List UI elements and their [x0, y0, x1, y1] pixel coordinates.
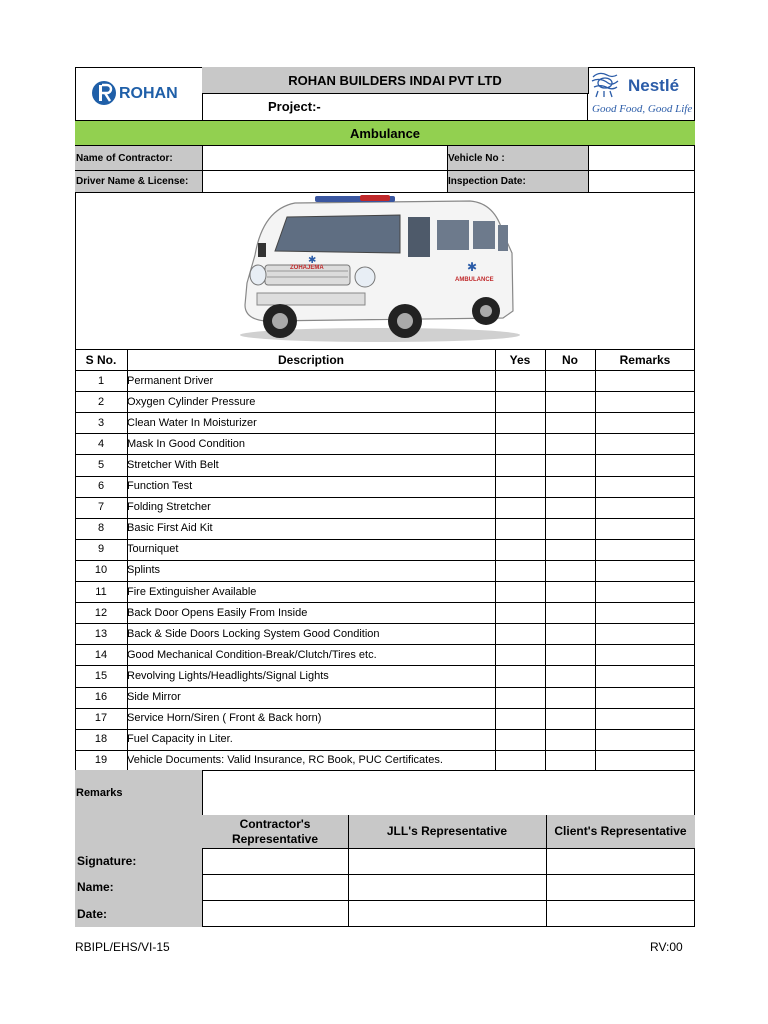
no-cell[interactable] — [545, 433, 595, 454]
doc-code: RBIPL/EHS/VI-15 — [75, 940, 170, 954]
yes-cell[interactable] — [495, 623, 545, 644]
remarks-cell[interactable] — [595, 644, 695, 665]
name-label: Name: — [75, 874, 202, 900]
remarks-cell[interactable] — [595, 623, 695, 644]
remarks-cell[interactable] — [595, 539, 695, 560]
no-cell[interactable] — [545, 729, 595, 750]
no-cell[interactable] — [545, 623, 595, 644]
row-description: Good Mechanical Condition-Break/Clutch/Tires etc. — [127, 648, 377, 661]
yes-cell[interactable] — [495, 370, 545, 391]
row-description: Splints — [127, 564, 161, 577]
yes-cell[interactable] — [495, 476, 545, 497]
contractor-rep-header: Contractor's Representative — [202, 815, 348, 848]
remarks-cell[interactable] — [595, 370, 695, 391]
no-cell[interactable] — [545, 539, 595, 560]
row-description: Fire Extinguisher Available — [127, 585, 257, 598]
no-cell[interactable] — [545, 687, 595, 708]
yes-cell[interactable] — [495, 433, 545, 454]
remarks-cell[interactable] — [595, 454, 695, 475]
vehicle-no-field[interactable] — [588, 146, 695, 170]
row-description: Back Door Opens Easily From Inside — [127, 606, 308, 619]
remarks-cell[interactable] — [595, 412, 695, 433]
remarks-cell[interactable] — [595, 687, 695, 708]
row-description: Tourniquet — [127, 543, 179, 556]
row-description: Fuel Capacity in Liter. — [127, 733, 233, 746]
no-cell[interactable] — [545, 665, 595, 686]
svg-text:AMBULANCE: AMBULANCE — [455, 277, 494, 283]
ambulance-van-icon — [75, 193, 695, 349]
row-number: 13 — [94, 627, 108, 640]
row-number: 9 — [97, 543, 105, 556]
inspection-date-label: Inspection Date: — [447, 170, 588, 192]
row-number: 12 — [94, 606, 108, 619]
col-remarks: Remarks — [619, 353, 671, 367]
ambulance-image — [75, 193, 695, 349]
rohan-logo — [75, 67, 203, 120]
no-cell[interactable] — [545, 454, 595, 475]
row-description: Oxygen Cylinder Pressure — [127, 395, 256, 408]
signature-label: Signature: — [75, 848, 202, 874]
row-number: 6 — [97, 480, 105, 493]
row-description: Service Horn/Siren ( Front & Back horn) — [127, 712, 322, 725]
yes-cell[interactable] — [495, 581, 545, 602]
row-number: 17 — [94, 712, 108, 725]
no-cell[interactable] — [545, 518, 595, 539]
remarks-cell[interactable] — [595, 497, 695, 518]
svg-text:ROHAN: ROHAN — [119, 85, 178, 102]
no-cell[interactable] — [545, 412, 595, 433]
svg-text:✱: ✱ — [467, 260, 478, 274]
row-description: Vehicle Documents: Valid Insurance, RC Book, PUC Certificates. — [127, 754, 443, 767]
contractor-label: Name of Contractor: — [75, 146, 202, 170]
yes-cell[interactable] — [495, 708, 545, 729]
no-cell[interactable] — [545, 497, 595, 518]
client-rep-header: Client's Representative — [546, 815, 695, 848]
svg-text:ZOHAJEMA: ZOHAJEMA — [290, 265, 324, 271]
col-yes: Yes — [509, 353, 531, 367]
col-description: Description — [277, 353, 344, 367]
yes-cell[interactable] — [495, 644, 545, 665]
row-description: Permanent Driver — [127, 374, 214, 387]
yes-cell[interactable] — [495, 687, 545, 708]
row-number: 10 — [94, 564, 108, 577]
row-description: Stretcher With Belt — [127, 458, 219, 471]
contractor-field[interactable] — [202, 146, 447, 170]
svg-text:✱: ✱ — [308, 255, 317, 266]
vehicle-no-label: Vehicle No : — [447, 146, 588, 170]
no-cell[interactable] — [545, 750, 595, 771]
yes-cell[interactable] — [495, 750, 545, 771]
remarks-cell[interactable] — [595, 729, 695, 750]
no-cell[interactable] — [545, 476, 595, 497]
no-cell[interactable] — [545, 602, 595, 623]
row-number: 15 — [94, 669, 108, 682]
row-number: 16 — [94, 691, 108, 704]
row-number: 14 — [94, 648, 108, 661]
row-number: 3 — [97, 416, 105, 429]
jll-rep-header: JLL's Representative — [348, 815, 546, 848]
driver-label: Driver Name & License: — [75, 170, 202, 192]
remarks-label: Remarks — [75, 770, 202, 815]
remarks-cell[interactable] — [595, 665, 695, 686]
remarks-cell[interactable] — [595, 708, 695, 729]
yes-cell[interactable] — [495, 560, 545, 581]
remarks-cell[interactable] — [595, 750, 695, 771]
row-number: 1 — [97, 374, 105, 387]
company-name: ROHAN BUILDERS INDAI PVT LTD — [202, 67, 589, 94]
remarks-cell[interactable] — [595, 518, 695, 539]
no-cell[interactable] — [545, 560, 595, 581]
remarks-cell[interactable] — [595, 581, 695, 602]
yes-cell[interactable] — [495, 539, 545, 560]
driver-field[interactable] — [202, 170, 447, 192]
row-description: Clean Water In Moisturizer — [127, 416, 257, 429]
remarks-field[interactable] — [202, 770, 695, 815]
no-cell[interactable] — [545, 581, 595, 602]
project-label: Project:- — [202, 93, 588, 120]
row-number: 18 — [94, 733, 108, 746]
svg-text:Good Food, Good Life: Good Food, Good Life — [592, 103, 693, 115]
row-description: Revolving Lights/Headlights/Signal Lights — [127, 669, 329, 682]
row-description: Back & Side Doors Locking System Good Condition — [127, 627, 380, 640]
remarks-cell[interactable] — [595, 391, 695, 412]
no-cell[interactable] — [545, 708, 595, 729]
row-description: Basic First Aid Kit — [127, 522, 213, 535]
row-number: 11 — [95, 585, 107, 598]
row-number: 7 — [97, 501, 105, 514]
nestle-logo-icon — [588, 67, 695, 120]
row-description: Mask In Good Condition — [127, 437, 246, 450]
row-number: 4 — [97, 437, 105, 450]
svg-text:Nestlé: Nestlé — [628, 76, 680, 95]
yes-cell[interactable] — [495, 454, 545, 475]
yes-cell[interactable] — [495, 412, 545, 433]
yes-cell[interactable] — [495, 391, 545, 412]
remarks-cell[interactable] — [595, 476, 695, 497]
date-label: Date: — [75, 900, 202, 927]
remarks-cell[interactable] — [595, 560, 695, 581]
no-cell[interactable] — [545, 391, 595, 412]
no-cell[interactable] — [545, 644, 595, 665]
row-description: Side Mirror — [127, 691, 181, 704]
row-number: 2 — [97, 395, 105, 408]
remarks-cell[interactable] — [595, 433, 695, 454]
yes-cell[interactable] — [495, 729, 545, 750]
yes-cell[interactable] — [495, 602, 545, 623]
row-number: 5 — [97, 458, 105, 471]
row-description: Function Test — [127, 480, 193, 493]
yes-cell[interactable] — [495, 497, 545, 518]
no-cell[interactable] — [545, 370, 595, 391]
col-sno: S No. — [85, 353, 117, 367]
rohan-logo-icon — [75, 67, 202, 120]
inspection-date-field[interactable] — [588, 170, 695, 192]
row-description: Folding Stretcher — [127, 501, 211, 514]
yes-cell[interactable] — [495, 665, 545, 686]
col-no: No — [562, 353, 578, 367]
row-number: 19 — [94, 754, 108, 767]
yes-cell[interactable] — [495, 518, 545, 539]
revision: RV:00 — [650, 940, 683, 954]
row-number: 8 — [97, 522, 105, 535]
nestle-logo — [588, 67, 695, 120]
remarks-cell[interactable] — [595, 602, 695, 623]
section-title: Ambulance — [75, 120, 695, 146]
signoff-corner — [75, 815, 202, 848]
